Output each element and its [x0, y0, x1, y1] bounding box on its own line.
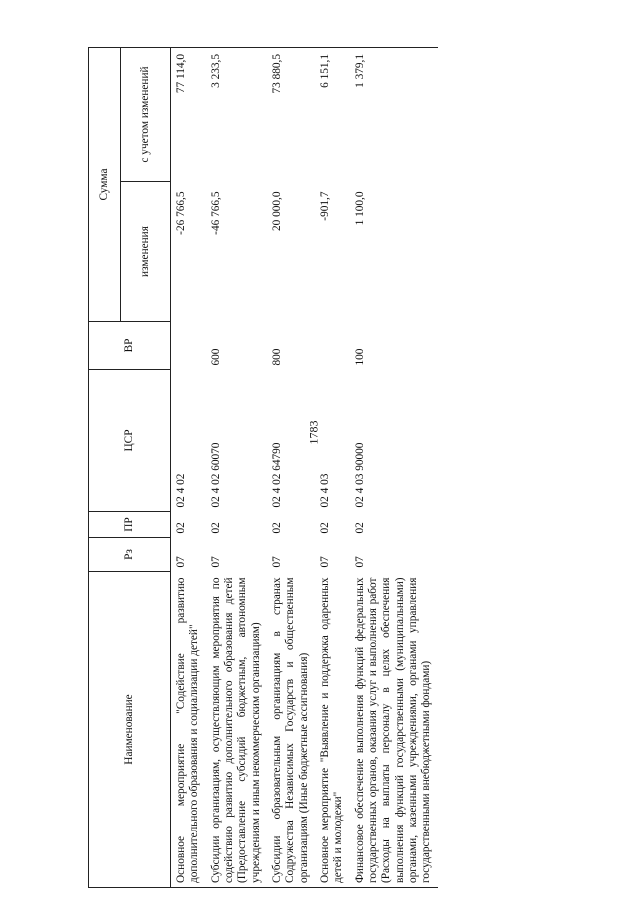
row-rz: 07 — [175, 556, 187, 568]
row-pr: 02 — [353, 522, 366, 534]
budget-table-rotated — [88, 48, 568, 888]
header-sum: Сумма — [89, 48, 121, 322]
row-rz: 07 — [353, 556, 366, 568]
table-row — [267, 48, 315, 888]
row-with-changes: 1 379,1 — [350, 48, 438, 182]
header-pr: ПР — [89, 512, 171, 538]
row-pr: 02 — [209, 522, 222, 534]
table-body — [171, 48, 438, 888]
row-with-changes: 6 151,1 — [315, 48, 350, 182]
row-vr: 800 — [270, 348, 283, 366]
row-with-changes: 3 233,5 — [206, 48, 267, 182]
row-name: Субсидии организациям, осуществляющим мероприятия по содействию развитию дополнительного образования детей (Предоставление субсидий бюджетным, автономным учреждениям и иным некоммерческим организациям) — [206, 572, 267, 888]
table-row — [315, 48, 350, 888]
row-name: Субсидии образовательным организациям в странах Содружества Независимых Государств и общественным организациям (Иные бюджетные ассигнования) — [267, 572, 315, 888]
row-vr — [171, 322, 206, 370]
row-rz: 07 — [318, 556, 331, 568]
header-with-changes: с учетом изменений — [121, 48, 171, 182]
row-csr: 02 4 02 — [175, 473, 187, 508]
row-vr: 100 — [353, 348, 366, 366]
row-csr: 02 4 02 64790 — [270, 442, 283, 508]
row-vr: 600 — [209, 348, 222, 366]
row-vr — [315, 322, 350, 370]
row-with-changes: 73 880,5 — [267, 48, 315, 182]
row-pr: 02 — [175, 522, 187, 534]
row-rz: 07 — [270, 556, 283, 568]
row-change: -901,7 — [318, 191, 331, 221]
row-change: -26 766,5 — [175, 191, 187, 235]
row-pr: 02 — [318, 522, 331, 534]
row-pr: 02 — [270, 522, 283, 534]
header-name: Наименование — [89, 572, 171, 888]
row-csr: 02 4 03 — [318, 473, 331, 508]
row-name: Финансовое обеспечение выполнения функций федеральных государственных органов, оказания услуг и выполнения работ (Расходы на выплаты персоналу в целях обеспечения выполнения функций государственными (муниципальными) органами, казенными учреждениями, органами управления государственными внебюджетными фондами) — [350, 572, 438, 888]
table-header — [89, 48, 171, 888]
header-rz: Рз — [89, 538, 171, 572]
row-change: 20 000,0 — [270, 191, 283, 232]
header-vr: ВР — [89, 322, 171, 370]
budget-table — [88, 47, 438, 888]
header-change: изменения — [121, 182, 171, 322]
row-change: 1 100,0 — [353, 191, 366, 226]
header-csr: ЦСР — [89, 370, 171, 512]
row-rz: 07 — [209, 556, 222, 568]
table-row — [206, 48, 267, 888]
row-name: Основное мероприятие "Содействие развитию дополнительного образования и социализации детей" — [171, 572, 206, 888]
table-row — [350, 48, 438, 888]
row-change: -46 766,5 — [209, 191, 222, 235]
row-csr: 02 4 02 60070 — [209, 442, 222, 508]
table-row — [171, 48, 206, 888]
page-number: 1783 — [306, 420, 321, 445]
row-name: Основное мероприятие "Выявление и поддержка одаренных детей и молодежи" — [315, 572, 350, 888]
row-csr: 02 4 03 90000 — [353, 442, 366, 508]
row-with-changes: 77 114,0 — [171, 48, 206, 182]
